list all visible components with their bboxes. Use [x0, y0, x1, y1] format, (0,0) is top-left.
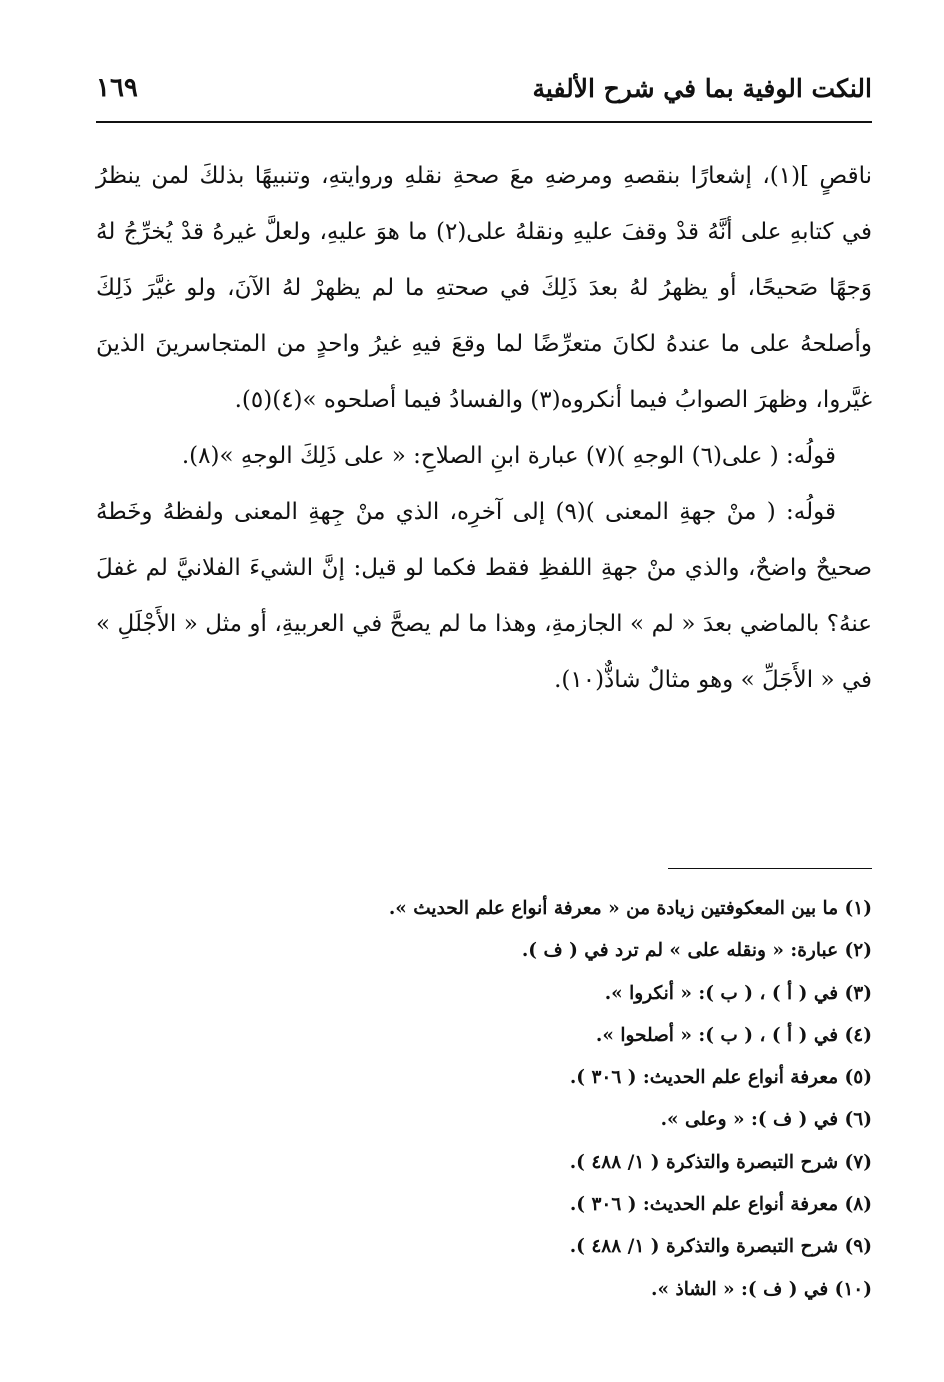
footnote: (١٠) في ( ف ): « الشاذ ».	[651, 1278, 872, 1300]
footnote: (٧) شرح التبصرة والتذكرة ( ١/ ٤٨٨ ).	[569, 1151, 872, 1173]
footnote: (٨) معرفة أنواع علم الحديث: ( ٣٠٦ ).	[569, 1194, 872, 1216]
footnote: (٥) معرفة أنواع علم الحديث: ( ٣٠٦ ).	[569, 1067, 872, 1089]
footnote: (٦) في ( ف ): « وعلى ».	[660, 1109, 872, 1131]
page-header	[96, 64, 872, 112]
footnote-divider	[668, 868, 872, 869]
footnote: (٢) عبارة: « ونقله على » لم ترد في ( ف ).	[521, 940, 872, 962]
running-title: النكت الوفية بما في شرح الألفية	[532, 73, 872, 103]
header-divider	[96, 121, 872, 123]
paragraph: قولُه: ( منْ جهةِ المعنى )(٩) إلى آخرِه، الذي منْ جِهةِ المعنى ولفظهُ وخَطهُ صحيحٌ واضحٌ، والذي منْ جهةِ اللفظِ فقط فكما لو قيل: إنَّ الشيءَ الفلانيَّ لم غفلَ عنهُ؟ بالماضي بعدَ « لم » الجازمةِ، وهذا ما لم يصحَّ في العربيةِ، أو مثل « الأَجْلَلِ » في « الأَجَلِّ » وهو مثالٌ شاذٌّ(١٠).	[96, 499, 872, 693]
footnote: (٤) في ( أ ) ، ( ب ): « أصلحوا ».	[595, 1024, 872, 1046]
footnote: (٣) في ( أ ) ، ( ب ): « أنكروا ».	[604, 982, 872, 1004]
footnote: (١) ما بين المعكوفتين زيادة من « معرفة أنواع علم الحديث ».	[388, 898, 872, 919]
footnote: (٩) شرح التبصرة والتذكرة ( ١/ ٤٨٨ ).	[569, 1236, 872, 1258]
page-number: ١٦٩	[96, 73, 138, 103]
paragraph: ناقصٍ ](١)، إشعارًا بنقصهِ ومرضهِ معَ صحةِ نقلهِ وروايتهِ، وتنبيهًا بذلكَ لمن ينظرُ في كتابهِ على أنَّهُ قدْ وقفَ عليهِ ونقلهُ على(٢) ما هوَ عليهِ، ولعلَّ غيرهُ قدْ يُخرِّجُ لهُ وَجهًا صَحيحًا، أو يظهرُ لهُ بعدَ ذَلِكَ في صحتهِ ما لم يظهرْ لهُ الآنَ، ولو غيَّرَ ذَلِكَ وأصلحهُ على ما عندهُ لكانَ متعرِّضًا لما وقعَ فيهِ غيرُ واحدٍ من المتجاسرينَ الذينَ غيَّروا، وظهرَ الصوابُ فيما أنكروه(٣) والفسادُ فيما أصلحوه »(٤)(٥).	[96, 163, 872, 413]
main-text	[96, 148, 872, 708]
paragraph: قولُه: ( على(٦) الوجهِ )(٧) عبارة ابنِ الصلاحِ: « على ذَلِكَ الوجهِ »(٨).	[181, 443, 836, 469]
footnotes-list	[96, 888, 872, 1311]
